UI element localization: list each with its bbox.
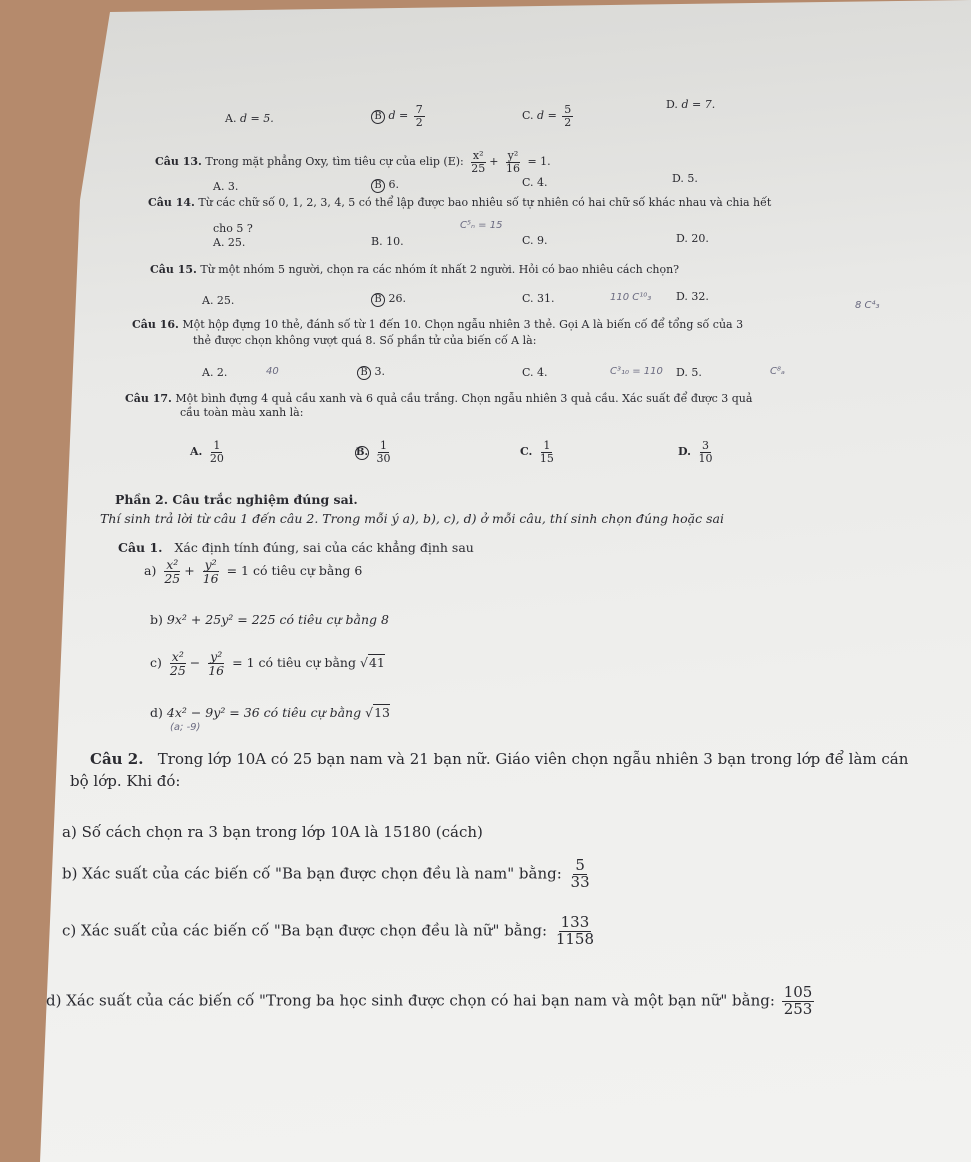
tf1-stem: Câu 1. Xác định tính đúng, sai của các khẳng định sau (118, 540, 474, 555)
tf1-statement-a: a) $\frac{\text{x²}}{25}$ + $\frac{\text{y²}}{16}$ = 1 có tiêu cự bằng 6 (144, 557, 363, 587)
q14-option-b: B. 10. (371, 235, 404, 248)
tf1-statement-d: d) 4x² − 9y² = 36 có tiêu cự bằng √13 (150, 705, 390, 720)
q16-option-b: B 3. (357, 365, 385, 380)
handwritten-note-7: (a; -9) (170, 722, 201, 733)
tf2-statement-d: d) Xác suất của các biến cố "Trong ba học sinh được chọn có hai bạn nam và một bạn nữ" bằng: $\frac{105}{253}$ (46, 983, 813, 1018)
q15-option-a: A. 25. (202, 294, 235, 307)
tf1-statement-b: b) 9x² + 25y² = 225 có tiêu cự bằng 8 (150, 612, 389, 627)
tf2-stem-cont: bộ lớp. Khi đó: (70, 772, 181, 790)
q12-option-a: A. d = 5. (225, 112, 274, 125)
q12-option-b: B d = $\frac{7}{2}$ (371, 104, 427, 128)
q16-stem-cont: thẻ được chọn không vượt quá 8. Số phần tử của biến cố A là: (193, 334, 537, 347)
q14-option-a: A. 25. (213, 236, 246, 249)
q13-option-a: A. 3. (213, 180, 239, 193)
q16-option-d: D. 5. (676, 366, 702, 379)
q17-stem: Câu 17. Một bình đựng 4 quả cầu xanh và 6 quả cầu trắng. Chọn ngẫu nhiên 3 quả cầu. Xác suất để được 3 quả (125, 392, 753, 405)
q17-option-b: B. $\frac{1}{30}$ (356, 439, 391, 465)
q14-stem-cont: cho 5 ? (213, 222, 253, 235)
q16-stem: Câu 16. Một hộp đựng 10 thẻ, đánh số từ 1 đến 10. Chọn ngẫu nhiên 3 thẻ. Gọi A là biến cố để tổng số của 3 (132, 318, 744, 331)
q17-option-c: C. $\frac{1}{15}$ (520, 439, 554, 465)
q17-option-d: D. $\frac{3}{10}$ (678, 439, 713, 465)
q14-stem: Câu 14. Từ các chữ số 0, 1, 2, 3, 4, 5 có thể lập được bao nhiêu số tự nhiên có hai chữ số khác nhau và chia hết (148, 196, 772, 209)
q15-option-c: C. 31. (522, 292, 555, 305)
q12-option-d: D. d = 7. (666, 98, 716, 111)
q15-option-b: B 26. (371, 292, 406, 307)
q13-option-b: B 6. (371, 178, 399, 193)
handwritten-note-5: 8 C⁴₃ (855, 300, 880, 311)
q13-option-d: D. 5. (672, 172, 698, 185)
part2-title: Phần 2. Câu trắc nghiệm đúng sai. (115, 492, 358, 507)
q13-stem: Câu 13. Trong mặt phẳng Oxy, tìm tiêu cự của elip (E): $\frac{\text{x²}}{25}$ + $\frac{\text{y²}}{16}$ = 1. (155, 149, 551, 175)
q17-stem-cont: cầu toàn màu xanh là: (180, 406, 304, 419)
tf2-statement-a: a) Số cách chọn ra 3 bạn trong lớp 10A là 15180 (cách) (62, 823, 483, 841)
q17-option-a: A. $\frac{1}{20}$ (190, 439, 224, 465)
tf2-stem: Câu 2. Trong lớp 10A có 25 bạn nam và 21 bạn nữ. Giáo viên chọn ngẫu nhiên 3 bạn trong lớp để làm cán (90, 750, 909, 768)
handwritten-note-2: 110 C¹⁰₃ (610, 292, 652, 303)
q13-option-c: C. 4. (522, 176, 548, 189)
tf1-statement-c: c) $\frac{\text{x²}}{25}$ − $\frac{\text{y²}}{16}$ = 1 có tiêu cự bằng √41 (150, 649, 385, 679)
tf2-statement-c: c) Xác suất của các biến cố "Ba bạn được chọn đều là nữ" bằng: $\frac{133}{1158}$ (62, 913, 595, 948)
q14-option-d: D. 20. (676, 232, 709, 245)
handwritten-note-1: C⁵ₙ = 15 (460, 220, 503, 231)
q14-option-c: C. 9. (522, 234, 548, 247)
handwritten-note-6: 40 (266, 366, 279, 377)
q16-option-c: C. 4. (522, 366, 548, 379)
tf2-statement-b: b) Xác suất của các biến cố "Ba bạn được chọn đều là nam" bằng: $\frac{5}{33}$ (62, 856, 590, 891)
q16-option-a: A. 2. (202, 366, 228, 379)
q12-option-c: C. d = $\frac{5}{2}$ (522, 103, 572, 129)
part2-instructions: Thí sinh trả lời từ câu 1 đến câu 2. Trong mỗi ý a), b), c), d) ở mỗi câu, thí sinh chọn đúng hoặc sai (100, 511, 724, 526)
q15-stem: Câu 15. Từ một nhóm 5 người, chọn ra các nhóm ít nhất 2 người. Hỏi có bao nhiêu cách chọn? (150, 263, 680, 276)
handwritten-note-4: C⁸ₐ (770, 366, 785, 377)
handwritten-note-3: C³₁₀ = 110 (610, 366, 663, 377)
q15-option-d: D. 32. (676, 290, 709, 303)
